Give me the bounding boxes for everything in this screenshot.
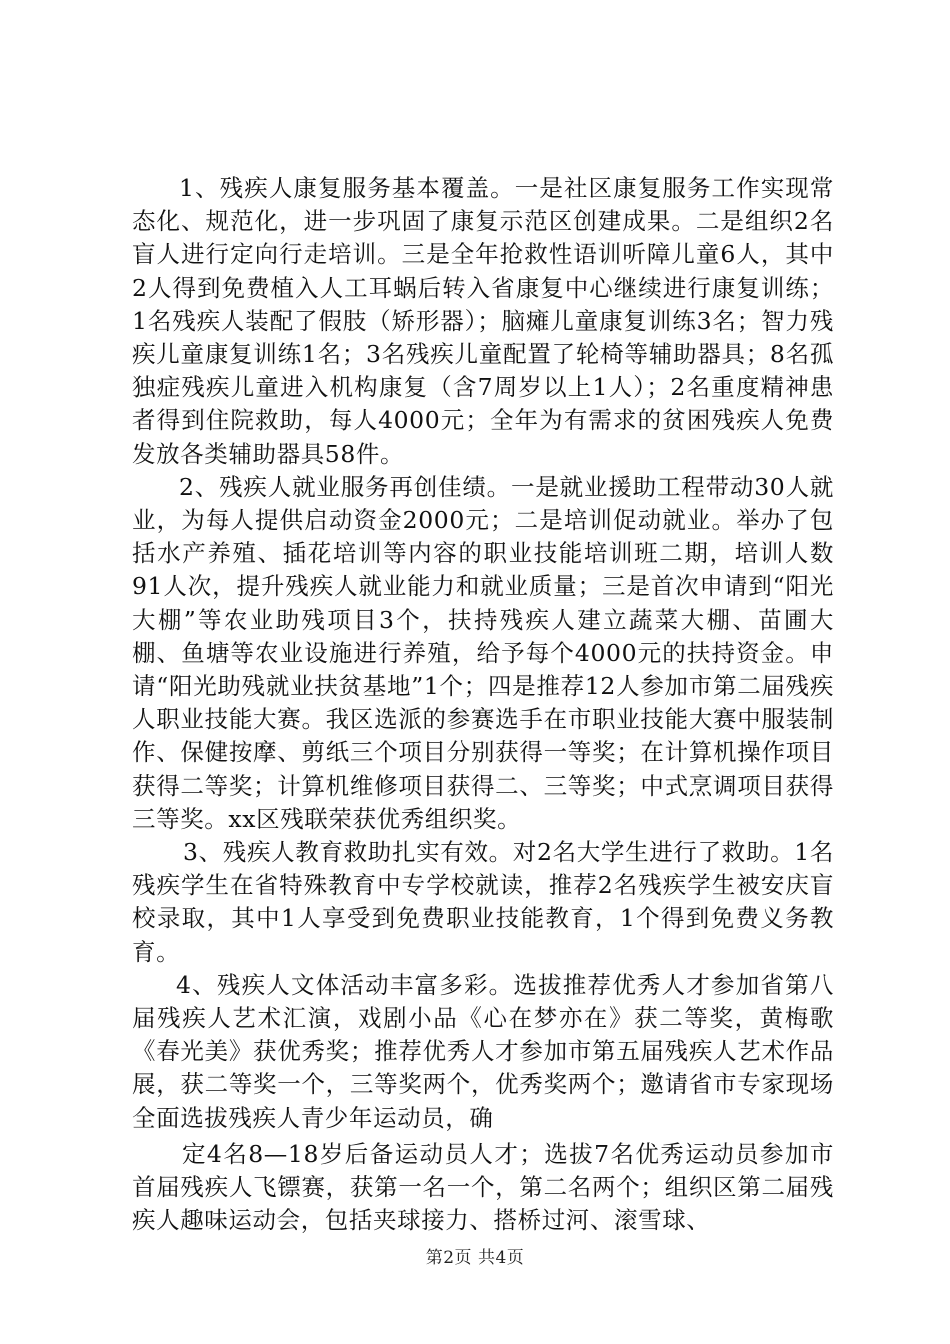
paragraph-culture-sports-continued: 定4名8—18岁后备运动员人才；选拔7名优秀运动员参加市首届残疾人飞镖赛，获第一名一个，第二名两个；组织区第二届残疾人趣味运动会，包括夹球接力、搭桥过河、滚雪球、 <box>132 1139 834 1235</box>
page-number-footer: 第2页 共4页 <box>425 1248 525 1268</box>
document-body <box>132 172 834 1238</box>
paragraph-rehabilitation: 1、残疾人康复服务基本覆盖。一是社区康复服务工作实现常态化、规范化，进一步巩固了康复示范区创建成果。二是组织2名盲人进行定向行走培训。三是全年抢救性语训听障儿童6人，其中2人得到免费植入人工耳蜗后转入省康复中心继续进行康复训练；1名残疾人装配了假肢（矫形器）；脑瘫儿童康复训练3名；智力残疾儿童康复训练1名；3名残疾儿童配置了轮椅等辅助器具；8名孤独症残疾儿童进入机构康复（含7周岁以上1人）；2名重度精神患者得到住院救助，每人4000元；全年为有需求的贫困残疾人免费发放各类辅助器具58件。 <box>132 174 834 468</box>
paragraph-culture-sports: 4、残疾人文体活动丰富多彩。选拔推荐优秀人才参加省第八届残疾人艺术汇演，戏剧小品《心在梦亦在》获二等奖，黄梅歌《春光美》获优秀奖；推荐优秀人才参加市第五届残疾人艺术作品展，获二等奖一个，三等奖两个，优秀奖两个；邀请省市专家现场全面选拔残疾人青少年运动员，确 <box>132 970 834 1132</box>
paragraph-education: 3、残疾人教育救助扎实有效。对2名大学生进行了救助。1名残疾学生在省特殊教育中专学校就读，推荐2名残疾学生被安庆盲校录取，其中1人享受到免费职业技能教育，1个得到免费义务教育。 <box>132 838 834 966</box>
paragraph-employment: 2、残疾人就业服务再创佳绩。一是就业援助工程带动30人就业，为每人提供启动资金2000元；二是培训促动就业。举办了包括水产养殖、插花培训等内容的职业技能培训班二期，培训人数91人次，提升残疾人就业能力和就业质量；三是首次申请到“阳光大棚”等农业助残项目3个，扶持残疾人建立蔬菜大棚、苗圃大棚、鱼塘等农业设施进行养殖，给予每个4000元的扶持资金。申请“阳光助残就业扶贫基地”1个；四是推荐12人参加市第二届残疾人职业技能大赛。我区选派的参赛选手在市职业技能大赛中服装制作、保健按摩、剪纸三个项目分别获得一等奖；在计算机操作项目获得二等奖；计算机维修项目获得二、三等奖；中式烹调项目获得三等奖。xx区残联荣获优秀组织奖。 <box>132 472 834 833</box>
